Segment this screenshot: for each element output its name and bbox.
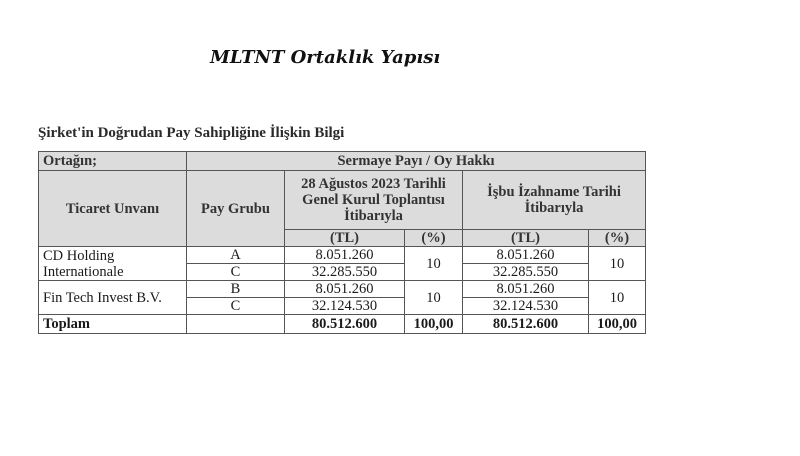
share-group: C <box>187 298 285 315</box>
pct-value: 10 <box>405 281 463 315</box>
tl-value: 32.285.550 <box>285 264 405 281</box>
tl-value: 8.051.260 <box>463 247 589 264</box>
pct1-header: (%) <box>405 230 463 247</box>
total-row <box>39 315 646 334</box>
tl-value: 8.051.260 <box>285 281 405 298</box>
total-tl1: 80.512.600 <box>285 315 405 334</box>
partner-name: Fin Tech Invest B.V. <box>39 281 187 315</box>
tl-value: 8.051.260 <box>285 247 405 264</box>
table-row <box>39 281 646 298</box>
tl1-header: (TL) <box>285 230 405 247</box>
pct-value: 10 <box>589 247 646 281</box>
trade-name-header: Ticaret Unvanı <box>39 171 187 247</box>
share-group: B <box>187 281 285 298</box>
tl-value: 32.124.530 <box>463 298 589 315</box>
partner-header: Ortağın; <box>39 152 187 171</box>
total-pct2: 100,00 <box>589 315 646 334</box>
date2-header: İşbu İzahname Tarihi İtibarıyla <box>463 171 646 230</box>
share-group: A <box>187 247 285 264</box>
total-label: Toplam <box>39 315 187 334</box>
total-tl2: 80.512.600 <box>463 315 589 334</box>
pct2-header: (%) <box>589 230 646 247</box>
pct-value: 10 <box>405 247 463 281</box>
total-group-empty <box>187 315 285 334</box>
tl2-header: (TL) <box>463 230 589 247</box>
ownership-table <box>38 151 646 334</box>
table-row <box>39 247 646 264</box>
share-group: C <box>187 264 285 281</box>
total-pct1: 100,00 <box>405 315 463 334</box>
tl-value: 8.051.260 <box>463 281 589 298</box>
page-title: MLTNT Ortaklık Yapısı <box>210 47 441 68</box>
partner-name: CD Holding Internationale <box>39 247 187 281</box>
pct-value: 10 <box>589 281 646 315</box>
date1-header: 28 Ağustos 2023 Tarihli Genel Kurul Toplantısı İtibarıyla <box>285 171 463 230</box>
tl-value: 32.124.530 <box>285 298 405 315</box>
tl-value: 32.285.550 <box>463 264 589 281</box>
share-header: Sermaye Payı / Oy Hakkı <box>187 152 646 171</box>
table-caption: Şirket'in Doğrudan Pay Sahipliğine İlişkin Bilgi <box>38 125 345 141</box>
share-group-header: Pay Grubu <box>187 171 285 247</box>
